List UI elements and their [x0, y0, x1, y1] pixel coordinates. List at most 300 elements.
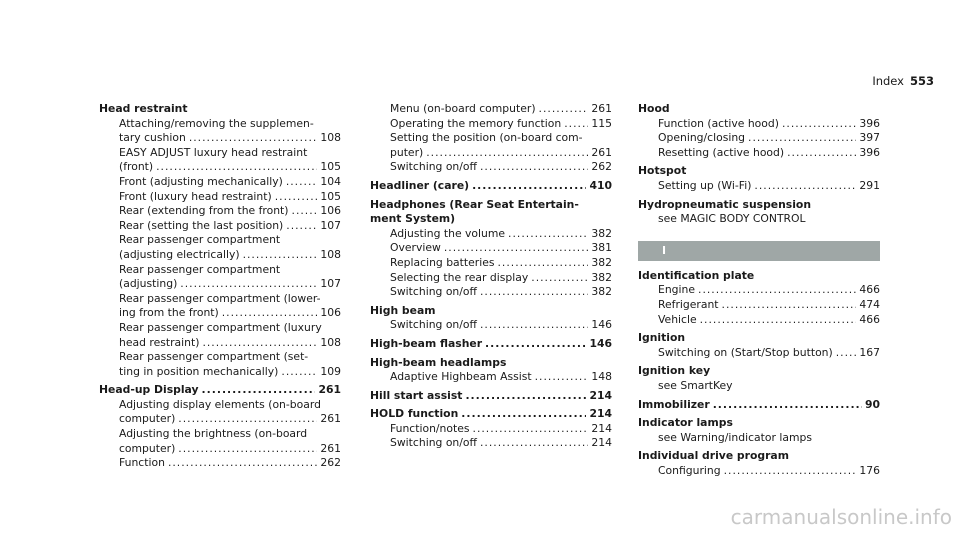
sub-entry [99, 190, 341, 205]
sub-entry [370, 422, 612, 437]
heading-line-text: Ignition key [638, 364, 711, 378]
index-entry [370, 407, 612, 451]
heading-line-page: 261 [318, 383, 341, 397]
index-entry [638, 269, 880, 327]
sub-line [390, 285, 612, 300]
sub-line-page: 382 [591, 285, 612, 299]
index-entry [638, 398, 880, 413]
heading-line-text: High-beam flasher [370, 336, 483, 350]
heading-line [638, 331, 880, 346]
entry-heading [638, 398, 880, 413]
sub-line-leader [497, 256, 588, 271]
sub-line [390, 436, 612, 451]
sub-line-page: 214 [591, 436, 612, 450]
sub-line-page: 108 [320, 131, 341, 145]
heading-line-text: Headliner (care) [370, 178, 470, 192]
heading-line-page: 146 [589, 336, 612, 350]
sub-line [390, 131, 612, 146]
sub-line-text: (front) [119, 160, 154, 174]
sub-entry [370, 271, 612, 286]
heading-line [638, 164, 880, 179]
heading-line [370, 304, 612, 319]
sub-line-page: 466 [859, 283, 880, 297]
entry-heading [638, 416, 880, 431]
sub-line-page: 107 [320, 218, 341, 232]
heading-line [370, 212, 612, 227]
heading-line [638, 416, 880, 431]
heading-line [99, 102, 341, 117]
heading-line-text: Individual drive program [638, 449, 789, 463]
sub-line-page: 261 [320, 441, 341, 455]
sub-line-leader [836, 346, 857, 361]
sub-entry [370, 370, 612, 385]
sub-line [658, 379, 880, 394]
heading-line [99, 383, 341, 398]
heading-line [638, 102, 880, 117]
sub-entry [99, 204, 341, 219]
sub-line-text: Menu (on-board computer) [390, 102, 536, 115]
sub-line-text: Function/notes [390, 421, 470, 435]
heading-line [370, 337, 612, 352]
section-letter: I [638, 241, 880, 261]
sub-line [658, 131, 880, 146]
sub-line-leader [480, 285, 588, 300]
sub-line [119, 321, 341, 336]
sub-line-text: head restraint) [119, 335, 200, 349]
sub-line [658, 298, 880, 313]
sub-entry [370, 160, 612, 175]
index-entry [638, 449, 880, 478]
entry-heading [638, 364, 880, 379]
sub-line [390, 117, 612, 132]
sub-line [119, 263, 341, 278]
sub-line [390, 160, 612, 175]
sub-entry [638, 313, 880, 328]
sub-line [119, 204, 341, 219]
sub-line [119, 292, 341, 307]
heading-line-text: Hotspot [638, 164, 687, 178]
entry-heading [638, 164, 880, 179]
sub-line [119, 306, 341, 321]
sub-entry [638, 379, 880, 394]
sub-line-text: Configuring [658, 463, 721, 477]
sub-line-text: Refrigerant [658, 297, 719, 311]
sub-entry [99, 233, 341, 262]
sub-line-text: Rear passenger compartment (set- [119, 350, 309, 364]
sub-entry [99, 321, 341, 350]
sub-line-text: computer) [119, 412, 176, 426]
sub-line-leader [156, 160, 317, 175]
index-entry [638, 164, 880, 193]
heading-line-text: Ignition [638, 331, 686, 345]
sub-line-text: Operating the memory function [390, 116, 562, 130]
heading-line-leader [465, 389, 586, 404]
entry-heading [638, 331, 880, 346]
heading-line-page: 90 [864, 397, 880, 411]
sub-line-text: Rear passenger compartment (lower- [119, 291, 321, 305]
sub-line-leader [531, 271, 588, 286]
sub-line-leader [178, 412, 317, 427]
sub-line-leader [222, 306, 318, 321]
sub-line-leader [426, 146, 588, 161]
index-entry [638, 198, 880, 227]
sub-line [390, 227, 612, 242]
sub-entry [638, 146, 880, 161]
sub-line-text: Rear (setting the last position) [119, 218, 284, 232]
sub-line [119, 248, 341, 263]
sub-line-page: 105 [320, 189, 341, 203]
index-entry [370, 179, 612, 194]
sub-line-leader [480, 160, 588, 175]
sub-line-text: Front (adjusting mechanically) [119, 174, 283, 188]
sub-line-leader [722, 298, 857, 313]
sub-line [119, 350, 341, 365]
sub-line-page: 261 [591, 102, 612, 115]
sub-line-page: 466 [859, 312, 880, 326]
sub-entry [370, 285, 612, 300]
index-column-3 [638, 102, 880, 482]
sub-line-text: Adaptive Highbeam Assist [390, 370, 532, 384]
index-column-1 [99, 102, 341, 475]
heading-line [370, 389, 612, 404]
sub-line-page: 382 [591, 270, 612, 284]
entry-heading [99, 383, 341, 398]
sub-line-text: Vehicle [658, 312, 697, 326]
sub-line-page: 108 [320, 335, 341, 349]
sub-line-leader [724, 464, 857, 479]
index-entry [370, 337, 612, 352]
sub-entry [99, 117, 341, 146]
sub-line-text: Overview [390, 241, 441, 255]
heading-line [638, 269, 880, 284]
sub-line-text: Function [119, 456, 165, 470]
page-number: 553 [909, 74, 934, 88]
heading-line-text: HOLD function [370, 407, 459, 421]
sub-line-page: 214 [591, 421, 612, 435]
sub-entry [99, 263, 341, 292]
heading-line-text: Hill start assist [370, 388, 463, 402]
entry-heading [370, 389, 612, 404]
sub-line [119, 146, 341, 161]
sub-line-page: 105 [320, 160, 341, 174]
sub-line-text: Setting the position (on-board com- [390, 131, 583, 145]
sub-entry [370, 227, 612, 242]
sub-entry [370, 256, 612, 271]
sub-line-text: Front (luxury head restraint) [119, 189, 272, 203]
heading-line-leader [202, 383, 316, 398]
sub-line-leader [754, 179, 856, 194]
sub-line-text: Function (active hood) [658, 116, 779, 130]
sub-entry [99, 146, 341, 175]
sub-line-text: Switching on/off [390, 285, 477, 299]
heading-line-text: Hood [638, 102, 670, 115]
heading-line-text: Head restraint [99, 102, 188, 115]
sub-line-leader [286, 219, 317, 234]
sub-entry [370, 131, 612, 160]
entry-heading [638, 269, 880, 284]
sub-line [119, 190, 341, 205]
heading-line-text: Identification plate [638, 268, 755, 282]
sub-line [390, 256, 612, 271]
sub-line [119, 398, 341, 413]
sub-line [658, 346, 880, 361]
index-entry [638, 416, 880, 445]
sub-line [658, 313, 880, 328]
sub-line [658, 464, 880, 479]
sub-line-leader [202, 336, 317, 351]
sub-line-page: 291 [859, 178, 880, 192]
index-entry [370, 304, 612, 333]
sub-line [658, 431, 880, 446]
sub-line [658, 146, 880, 161]
sub-line-text: Resetting (active hood) [658, 145, 785, 159]
sub-entry [99, 456, 341, 471]
sub-line-page: 106 [320, 204, 341, 218]
heading-line [638, 398, 880, 413]
sub-line [119, 336, 341, 351]
sub-line-text: see SmartKey [658, 378, 733, 392]
sub-line-leader [243, 248, 318, 263]
sub-line-text: Rear (extending from the front) [119, 204, 289, 218]
sub-entry [99, 175, 341, 190]
sub-line-page: 167 [859, 345, 880, 359]
sub-line-leader [180, 277, 317, 292]
index-entry [638, 102, 880, 160]
entry-heading [370, 356, 612, 371]
sub-line [119, 233, 341, 248]
sub-line [119, 219, 341, 234]
sub-line [658, 179, 880, 194]
sub-line-text: puter) [390, 145, 424, 159]
sub-line [658, 283, 880, 298]
sub-line-text: Rear passenger compartment (luxury [119, 320, 322, 334]
entry-heading [370, 407, 612, 422]
sub-line-page: 382 [591, 226, 612, 240]
sub-entry [638, 283, 880, 298]
heading-line-text: ment System) [370, 212, 456, 226]
sub-line [390, 318, 612, 333]
sub-line-text: ting in position mechanically) [119, 364, 279, 378]
heading-line-text: High-beam headlamps [370, 355, 507, 369]
sub-line-text: Switching on/off [390, 318, 477, 332]
sub-line-page: 115 [591, 116, 612, 130]
heading-line [370, 198, 612, 213]
watermark: carmanualsonline.info [730, 505, 952, 529]
sub-line [390, 146, 612, 161]
sub-line-text: ing from the front) [119, 306, 219, 320]
sub-line [119, 131, 341, 146]
index-entry [370, 389, 612, 404]
sub-entry [370, 102, 612, 117]
index-entry [370, 102, 612, 175]
sub-line-leader [539, 102, 589, 117]
sub-entry [638, 131, 880, 146]
sub-line [390, 241, 612, 256]
sub-entry [638, 179, 880, 194]
sub-line-page: 261 [320, 412, 341, 426]
heading-line [638, 198, 880, 213]
sub-line-page: 176 [859, 463, 880, 477]
sub-line-page: 382 [591, 255, 612, 269]
sub-line [119, 277, 341, 292]
sub-entry [638, 464, 880, 479]
sub-entry [638, 212, 880, 227]
heading-line-page: 214 [589, 388, 612, 402]
entry-heading [370, 304, 612, 319]
sub-line-page: 396 [859, 116, 880, 130]
heading-line-text: High beam [370, 303, 436, 317]
index-entry [370, 198, 612, 300]
sub-entry [370, 241, 612, 256]
heading-line-page: 410 [589, 178, 612, 192]
sub-line-text: see MAGIC BODY CONTROL [658, 212, 806, 226]
sub-line-page: 262 [320, 456, 341, 470]
sub-line-text: Switching on (Start/Stop button) [658, 345, 833, 359]
sub-line-leader [535, 370, 589, 385]
heading-line [370, 179, 612, 194]
sub-line-page: 106 [320, 306, 341, 320]
sub-line-leader [782, 117, 856, 132]
heading-line-text: Indicator lamps [638, 416, 733, 430]
sub-entry [370, 117, 612, 132]
sub-line-text: Rear passenger compartment [119, 233, 281, 247]
sub-line-text: Opening/closing [658, 131, 746, 145]
sub-line [658, 212, 880, 227]
sub-entry [99, 350, 341, 379]
sub-line-text: Setting up (Wi-Fi) [658, 178, 752, 192]
heading-line [638, 364, 880, 379]
index-entry [638, 364, 880, 393]
sub-line [119, 442, 341, 457]
sub-line-leader [564, 117, 588, 132]
entry-heading [370, 179, 612, 194]
index-label: Index [872, 74, 904, 88]
sub-entry [99, 427, 341, 456]
sub-line-leader [292, 204, 318, 219]
sub-line-page: 146 [591, 318, 612, 332]
sub-entry [99, 398, 341, 427]
sub-line-leader [275, 190, 318, 205]
sub-line [119, 175, 341, 190]
sub-line-page: 262 [591, 160, 612, 174]
sub-line [119, 427, 341, 442]
sub-line-page: 397 [859, 131, 880, 145]
heading-line-text: Headphones (Rear Seat Entertain- [370, 197, 579, 211]
sub-line-text: (adjusting) [119, 277, 178, 291]
heading-line-leader [472, 179, 586, 194]
sub-line [390, 370, 612, 385]
sub-line [119, 456, 341, 471]
sub-line-text: Attaching/removing the supplemen- [119, 116, 314, 130]
sub-line-leader [189, 131, 318, 146]
heading-line-text: Hydropneumatic suspension [638, 197, 812, 211]
sub-line-leader [444, 241, 589, 256]
sub-line-leader [787, 146, 856, 161]
sub-line-text: Rear passenger compartment [119, 262, 281, 276]
sub-line-leader [473, 422, 589, 437]
entry-heading [638, 102, 880, 117]
heading-line-page: 214 [589, 407, 612, 421]
sub-entry [638, 346, 880, 361]
sub-line-text: EASY ADJUST luxury head restraint [119, 145, 308, 159]
sub-line-page: 109 [320, 364, 341, 378]
sub-line-text: Replacing batteries [390, 255, 495, 269]
index-entry [99, 102, 341, 379]
sub-line-leader [700, 313, 857, 328]
entry-heading [370, 337, 612, 352]
heading-line-text: Immobilizer [638, 397, 710, 411]
sub-line-page: 261 [591, 145, 612, 159]
heading-line-leader [485, 337, 586, 352]
entry-heading [638, 198, 880, 213]
sub-entry [99, 292, 341, 321]
sub-line-leader [168, 456, 317, 471]
sub-entry [638, 298, 880, 313]
heading-line-leader [713, 398, 862, 413]
sub-line [119, 160, 341, 175]
sub-line-page: 474 [859, 297, 880, 311]
sub-line-page: 107 [320, 277, 341, 291]
sub-line [390, 271, 612, 286]
sub-entry [370, 318, 612, 333]
sub-line-page: 104 [320, 174, 341, 188]
index-entry [638, 331, 880, 360]
sub-line-leader [508, 227, 588, 242]
page-header [872, 74, 934, 88]
sub-line-text: Selecting the rear display [390, 270, 529, 284]
entry-heading [638, 449, 880, 464]
sub-entry [638, 431, 880, 446]
sub-line [390, 102, 612, 117]
sub-line-text: Switching on/off [390, 160, 477, 174]
sub-line [390, 422, 612, 437]
sub-line-page: 148 [591, 370, 612, 384]
entry-heading [370, 198, 612, 227]
sub-line-leader [748, 131, 856, 146]
index-entry [99, 383, 341, 471]
sub-line-text: (adjusting electrically) [119, 247, 240, 261]
heading-line-text: Head-up Display [99, 383, 199, 397]
sub-entry [638, 117, 880, 132]
heading-line [638, 449, 880, 464]
sub-line-text: Adjusting the volume [390, 226, 506, 240]
sub-line-text: Engine [658, 283, 696, 297]
sub-line-page: 381 [591, 241, 612, 255]
index-entry [370, 356, 612, 385]
sub-line-leader [286, 175, 318, 190]
sub-line-page: 396 [859, 145, 880, 159]
heading-line [370, 407, 612, 422]
index-column-2 [370, 102, 612, 455]
sub-line-leader [698, 283, 856, 298]
sub-line [119, 365, 341, 380]
entry-heading [99, 102, 341, 117]
sub-line-text: Adjusting the brightness (on-board [119, 427, 308, 441]
sub-line [658, 117, 880, 132]
heading-line [370, 356, 612, 371]
sub-line-text: see Warning/indicator lamps [658, 430, 812, 444]
sub-line-text: computer) [119, 441, 176, 455]
sub-line-text: Switching on/off [390, 436, 477, 450]
sub-line-leader [281, 365, 317, 380]
sub-line-leader [480, 436, 588, 451]
sub-entry [99, 219, 341, 234]
sub-line-text: Adjusting display elements (on-board [119, 397, 321, 411]
sub-line-leader [178, 442, 317, 457]
sub-entry [370, 436, 612, 451]
heading-line-leader [461, 407, 586, 422]
sub-line-leader [480, 318, 588, 333]
